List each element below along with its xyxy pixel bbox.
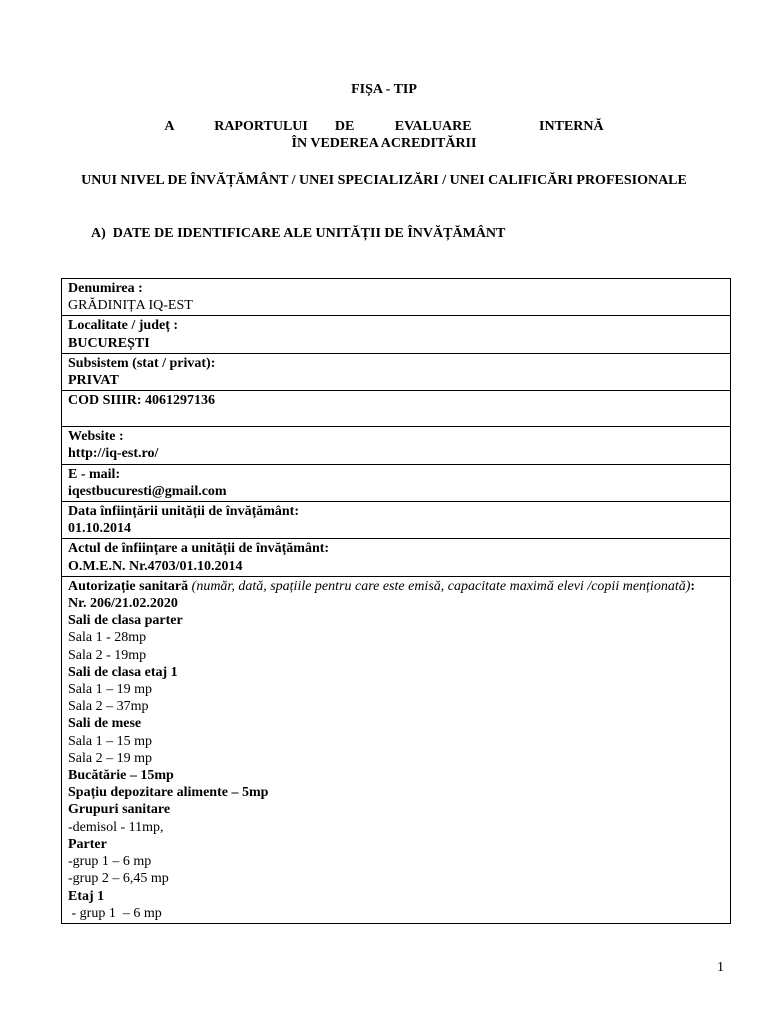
field-label: Denumirea : — [68, 281, 143, 296]
table-cell — [62, 353, 731, 390]
autorizatie-note: (număr, dată, spațiile pentru care este emisă, capacitate maximă elevi /copii menționată) — [188, 578, 691, 594]
table-row-autorizatie — [62, 576, 731, 923]
space-group-heading: Grupuri sanitare — [68, 802, 171, 818]
page-number: 1 — [717, 960, 724, 975]
table-row-data-infiintare — [62, 502, 731, 539]
table-row-denumire — [62, 279, 731, 316]
document-title: FIȘA - TIP — [351, 82, 417, 97]
space-group-heading: Etaj 1 — [68, 888, 105, 904]
autorizatie-colon: : — [690, 578, 696, 594]
field-label: Localitate / județ : — [68, 318, 179, 334]
space-item: Sala 2 – 37mp — [68, 699, 149, 715]
space-group-heading: Parter — [68, 836, 107, 852]
table-cell — [62, 279, 731, 316]
space-item: - grup 1 – 6 mp — [68, 905, 162, 921]
table-row-cod-siiir — [62, 391, 731, 427]
table-row-localitate — [62, 316, 731, 353]
field-value: O.M.E.N. Nr.4703/01.10.2014 — [68, 558, 243, 574]
document-subtitle-line1: A RAPORTULUI DE EVALUARE INTERNĂ — [164, 119, 604, 134]
field-value: BUCUREȘTI — [68, 335, 150, 351]
table-cell — [62, 391, 731, 427]
space-item: -grup 2 – 6,45 mp — [68, 871, 169, 887]
field-value: GRĂDINIȚA IQ-EST — [68, 298, 193, 314]
space-item: Sala 2 – 19 mp — [68, 750, 152, 766]
document-subtitle-line2: ÎN VEDEREA ACREDITĂRII — [291, 136, 477, 151]
document-subtitle-line3: UNUI NIVEL DE ÎNVĂȚĂMÂNT / UNEI SPECIALIZĂRI / UNEI CALIFICĂRI PROFESIONALE — [81, 173, 687, 188]
space-group-heading: Bucătărie – 15mp — [68, 768, 174, 784]
space-group-heading: Sali de clasa etaj 1 — [68, 664, 178, 680]
identification-table — [61, 278, 731, 924]
autorizatie-number: Nr. 206/21.02.2020 — [68, 596, 178, 612]
space-item: Sala 1 – 15 mp — [68, 733, 152, 749]
field-value: 01.10.2014 — [68, 521, 131, 537]
field-label: Actul de înființare a unității de învățământ: — [68, 541, 330, 557]
autorizatie-details — [68, 612, 724, 922]
field-label: Data înființării unității de învățământ: — [68, 504, 300, 520]
table-row-subsistem — [62, 353, 731, 390]
space-item: Sala 1 – 19 mp — [68, 682, 152, 698]
table-row-email — [62, 464, 731, 501]
table-cell — [62, 427, 731, 464]
table-cell — [62, 576, 731, 923]
table-cell — [62, 316, 731, 353]
table-row-act-infiintare — [62, 539, 731, 576]
field-label: COD SIIIR: 4061297136 — [68, 393, 216, 409]
autorizatie-intro — [68, 578, 724, 595]
field-label: Subsistem (stat / privat): — [68, 355, 216, 371]
email-link[interactable]: iqestbucuresti@gmail.com — [68, 483, 227, 499]
field-value: PRIVAT — [68, 373, 119, 389]
field-label: Autorizație sanitară — [68, 578, 189, 594]
space-group-heading: Sali de clasa parter — [68, 613, 183, 629]
space-item: Sala 2 - 19mp — [68, 647, 147, 663]
website-link[interactable]: http://iq-est.ro/ — [68, 446, 159, 462]
space-item: -demisol - 11mp, — [68, 819, 164, 835]
field-label: Website : — [68, 429, 124, 445]
table-row-website — [62, 427, 731, 464]
field-label: E - mail: — [68, 466, 121, 482]
space-group-heading: Sali de mese — [68, 716, 142, 732]
table-cell — [62, 464, 731, 501]
section-a-heading: A) DATE DE IDENTIFICARE ALE UNITĂȚII DE ÎNVĂȚĂMÂNT — [91, 226, 506, 241]
table-cell — [62, 502, 731, 539]
space-group-heading: Spațiu depozitare alimente – 5mp — [68, 785, 269, 801]
space-item: Sala 1 - 28mp — [68, 630, 147, 646]
table-cell — [62, 539, 731, 576]
space-item: -grup 1 – 6 mp — [68, 854, 152, 870]
